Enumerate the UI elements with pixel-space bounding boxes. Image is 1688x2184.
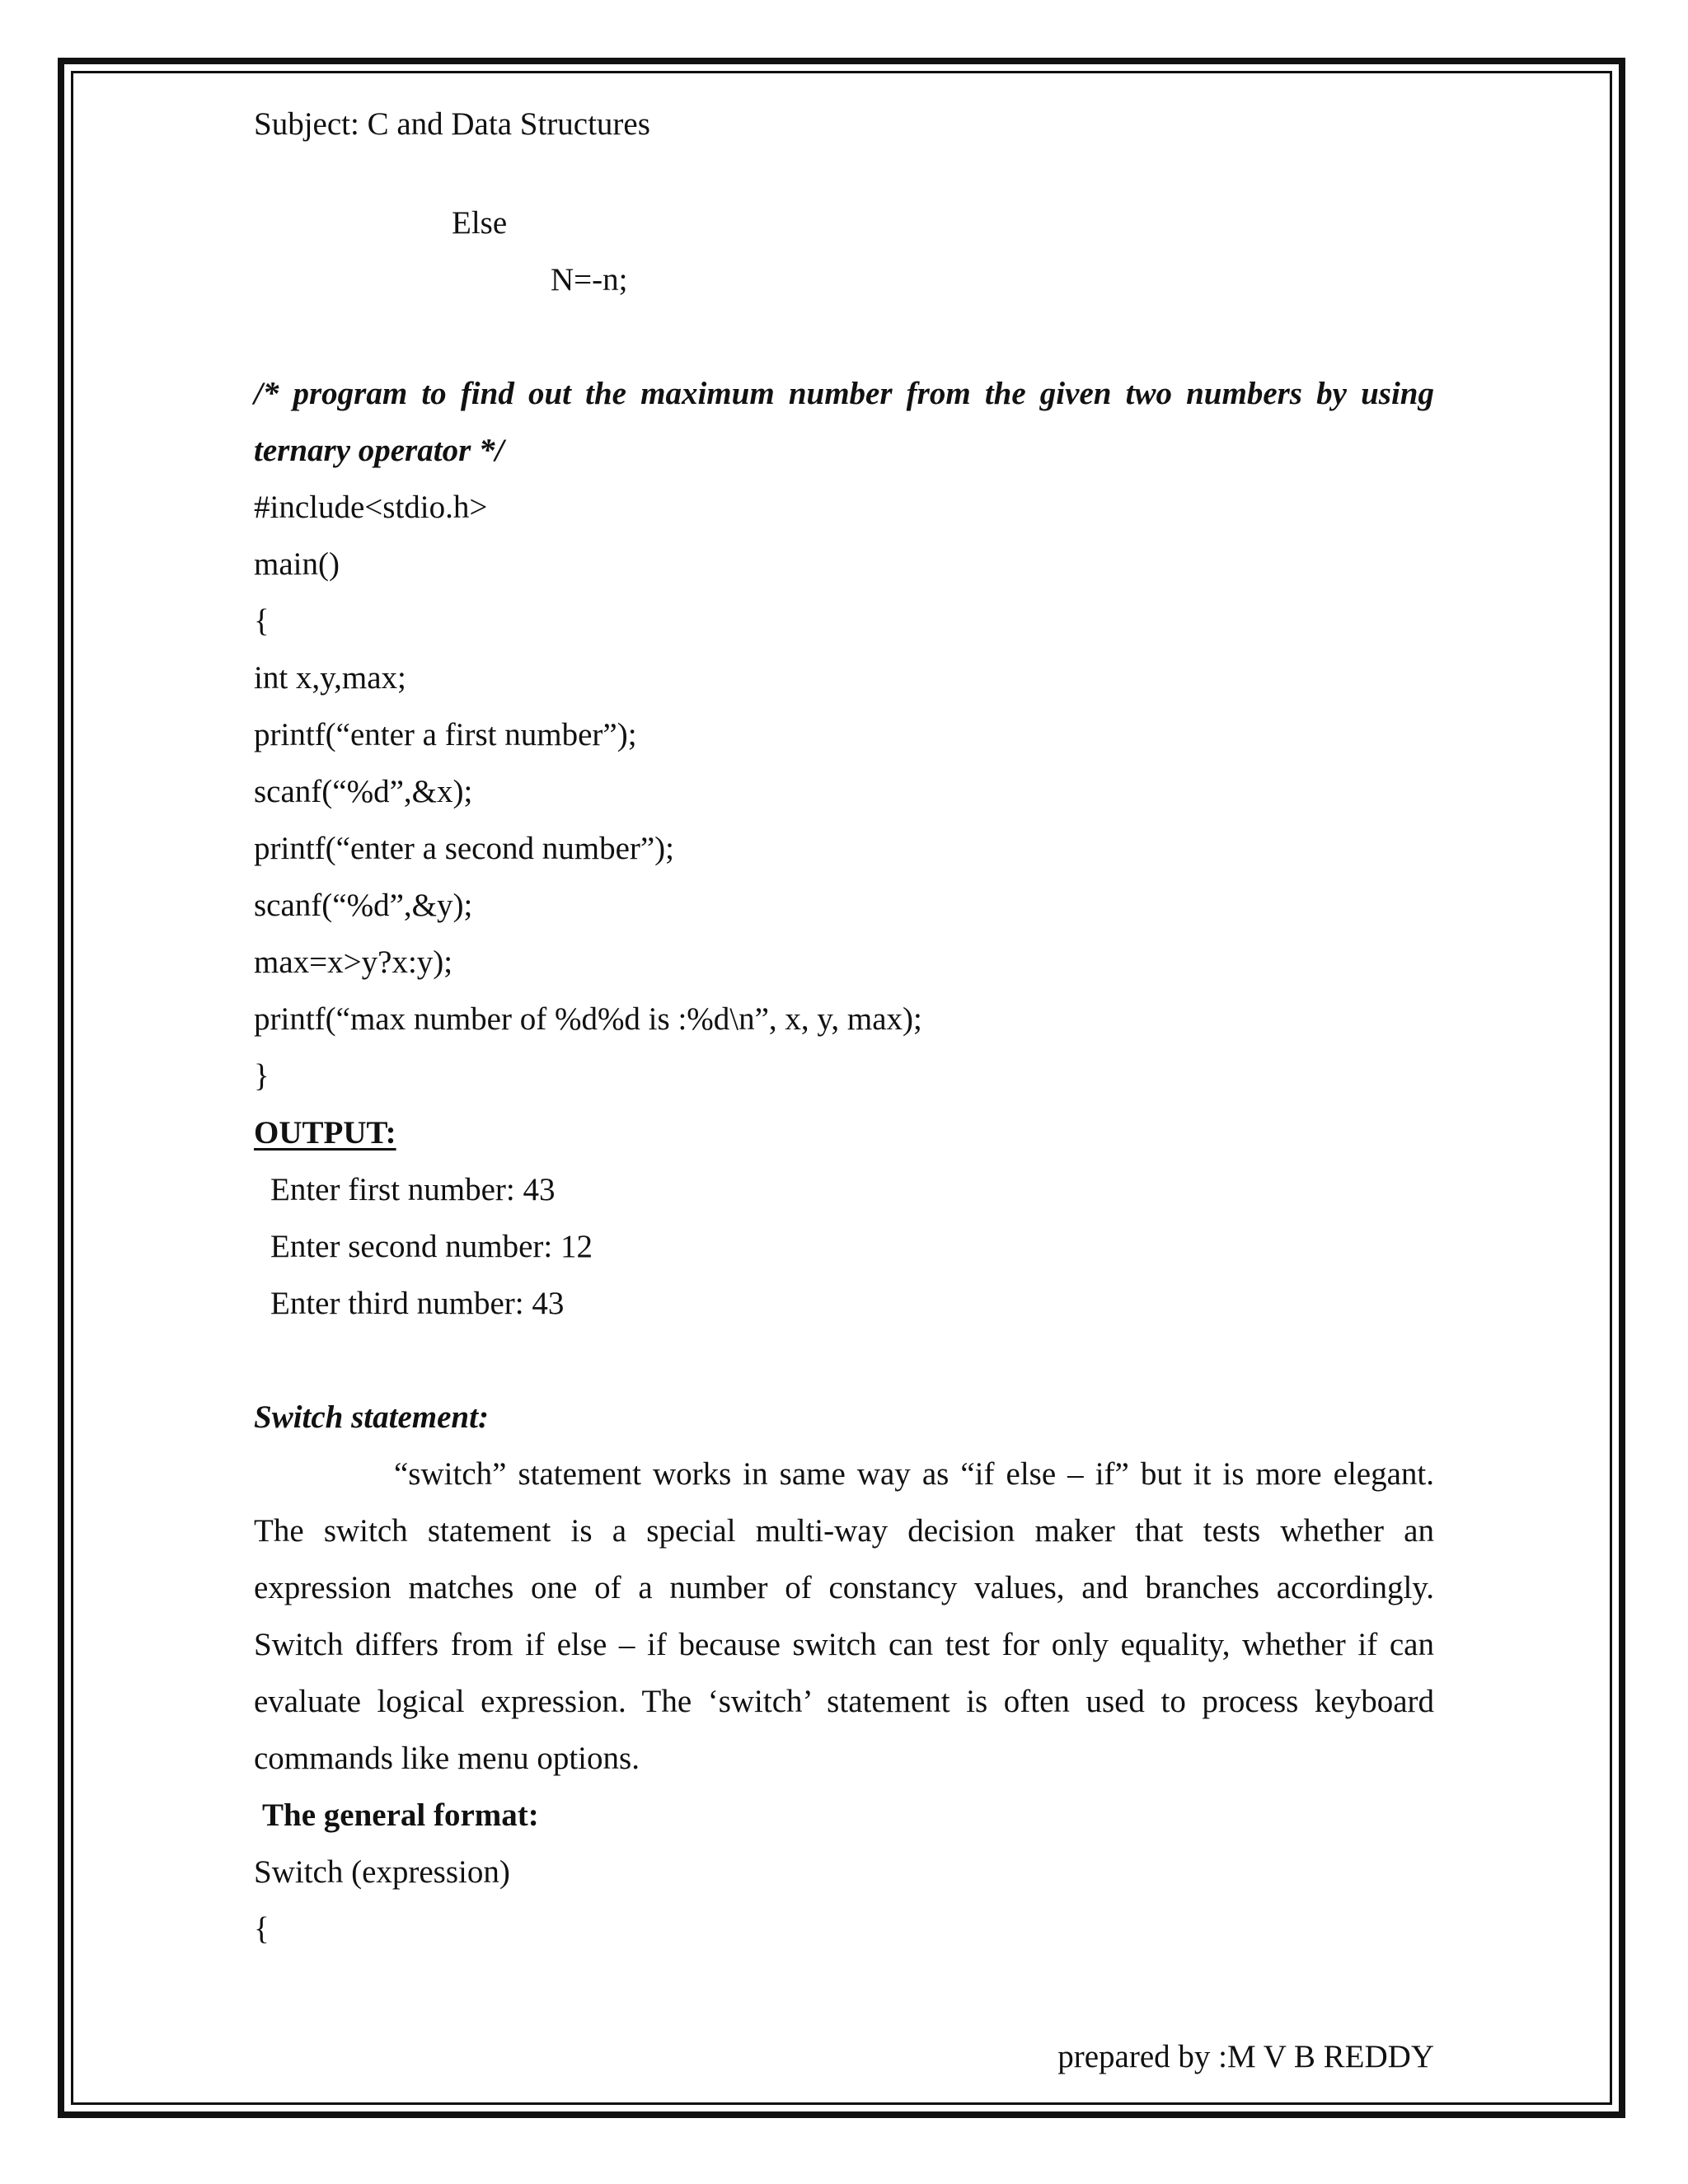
switch-paragraph-line: expression matches one of a number of constancy values, and branches accordingly.	[254, 1570, 1434, 1605]
code-line: max=x>y?x:y);	[254, 944, 453, 980]
output-line: Enter first number: 43	[270, 1172, 556, 1207]
code-line: }	[254, 1058, 270, 1094]
prepared-by-footer: prepared by :M V B REDDY	[1057, 2039, 1434, 2074]
switch-paragraph-line: commands like menu options.	[254, 1741, 640, 1776]
subject-header: Subject: C and Data Structures	[254, 106, 650, 142]
output-line: Enter third number: 43	[270, 1286, 565, 1321]
switch-heading: Switch statement:	[254, 1399, 489, 1435]
format-line: Switch (expression)	[254, 1854, 510, 1890]
program-comment-line-2: ternary operator */	[254, 433, 504, 468]
negation-assignment: N=-n;	[551, 262, 628, 298]
general-format-heading: The general format:	[262, 1797, 539, 1833]
switch-paragraph-line: evaluate logical expression. The ‘switch’ statement is often used to process keyboard	[254, 1684, 1434, 1719]
code-line: {	[254, 603, 270, 639]
code-line: printf(“enter a first number”);	[254, 717, 637, 752]
output-line: Enter second number: 12	[270, 1229, 593, 1264]
code-line: main()	[254, 546, 340, 582]
output-heading: OUTPUT:	[254, 1115, 396, 1151]
code-line: #include<stdio.h>	[254, 490, 488, 525]
else-keyword: Else	[452, 205, 508, 241]
code-line: printf(“max number of %d%d is :%d\n”, x, y, max);	[254, 1001, 922, 1037]
code-line: printf(“enter a second number”);	[254, 831, 675, 866]
code-line: scanf(“%d”,&x);	[254, 774, 473, 809]
code-line: scanf(“%d”,&y);	[254, 888, 473, 923]
code-line: int x,y,max;	[254, 660, 406, 696]
switch-paragraph-line: The switch statement is a special multi-way decision maker that tests whether an	[254, 1513, 1434, 1549]
switch-paragraph-line: “switch” statement works in same way as “if else – if” but it is more elegant.	[394, 1456, 1434, 1492]
switch-paragraph-line: Switch differs from if else – if because switch can test for only equality, whether if can	[254, 1627, 1434, 1662]
format-line: {	[254, 1911, 270, 1947]
program-comment-line-1: /* program to find out the maximum number from the given two numbers by using	[254, 376, 1434, 411]
